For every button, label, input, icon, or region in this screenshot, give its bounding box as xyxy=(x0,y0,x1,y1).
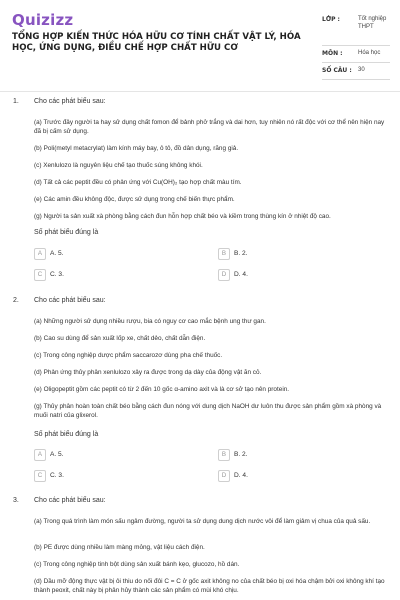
quizizz-logo: Quizizz xyxy=(12,11,74,29)
statement-b: (b) Cao su dùng để sản xuất lốp xe, chất dẻo, chất dẫn điện. xyxy=(34,335,206,342)
question-number: 1. xyxy=(13,98,19,105)
option-b[interactable] xyxy=(218,248,368,262)
option-text: D. 4. xyxy=(234,271,248,278)
statement-a: (a) Những người sử dụng nhiều rượu, bia có nguy cơ cao mắc bệnh ung thư gan. xyxy=(34,318,266,325)
statement-d: (d) Tất cả các peptit đều có phản ứng với Cu(OH)₂ tạo hợp chất màu tím. xyxy=(34,179,242,186)
option-text: A. 5. xyxy=(50,250,64,257)
option-letter-box: B xyxy=(218,248,230,260)
question-prompt: Cho các phát biểu sau: xyxy=(34,98,106,105)
worksheet-header xyxy=(0,0,400,90)
statement-c: (c) Trong công nghiệp tinh bột dùng sản xuất bánh kẹo, glucozo, hồ dán. xyxy=(34,561,240,568)
meta-count-label: SỐ CÂU : xyxy=(322,67,352,74)
option-letter-box: C xyxy=(34,269,46,281)
statement-d: (d) Dầu mỡ động thực vật bị ôi thiu do nối đôi C = C ở gốc axit không no của chất béo bị oxi hóa chậm bởi oxi không khí tạo thành peoxit, chất này bị phân hủy thành các sản phẩm có mùi khó chịu. xyxy=(34,578,385,595)
meta-class-row xyxy=(322,12,390,46)
option-a[interactable] xyxy=(34,449,184,463)
option-text: A. 5. xyxy=(50,451,64,458)
statement-e: (e) Các amin đều không độc, được sử dụng trong chế biến thực phẩm. xyxy=(34,196,235,203)
worksheet-meta xyxy=(322,12,390,80)
option-letter-box: B xyxy=(218,449,230,461)
option-d[interactable] xyxy=(218,269,368,283)
option-letter-box: A xyxy=(34,449,46,461)
header-divider xyxy=(0,91,400,92)
statement-b: (b) Poli(metyl metacrylat) làm kính máy bay, ô tô, đồ dân dụng, răng giả. xyxy=(34,145,239,152)
statement-g: (g) Người ta sản xuất xà phòng bằng cách đun hỗn hợp chất béo và kiềm trong thùng kín ở nhiệt độ cao. xyxy=(34,213,331,220)
question-ask: Số phát biểu đúng là xyxy=(34,229,99,236)
option-letter-box: A xyxy=(34,248,46,260)
option-text: B. 2. xyxy=(234,250,248,257)
meta-count-value: 30 xyxy=(358,67,365,73)
meta-class-label: LỚP : xyxy=(322,16,340,23)
option-letter-box: D xyxy=(218,470,230,482)
question-ask: Số phát biểu đúng là xyxy=(34,431,99,438)
meta-class-value: Tốt nghiệp THPT xyxy=(358,16,387,30)
statement-c: (c) Xenlulozo là nguyên liệu chế tạo thuốc súng không khói. xyxy=(34,162,203,169)
option-text: C. 3. xyxy=(50,271,64,278)
option-a[interactable] xyxy=(34,248,184,262)
meta-subject-label: MÔN : xyxy=(322,50,343,57)
worksheet-title: TỔNG HỢP KIẾN THỨC HÓA HỮU CƠ TÍNH CHẤT VẬT LÝ, HÓA HỌC, ỨNG DỤNG, ĐIỀU CHẾ HỢP CHẤT HỮU CƠ xyxy=(12,32,301,53)
statement-c: (c) Trong công nghiệp dược phẩm saccarozơ dùng pha chế thuốc. xyxy=(34,352,223,359)
statement-d: (d) Phản ứng thủy phân xenlulozo xảy ra được trong dạ dày của động vật ăn cỏ. xyxy=(34,369,262,376)
option-text: D. 4. xyxy=(234,472,248,479)
option-letter-box: C xyxy=(34,470,46,482)
question-number: 3. xyxy=(13,497,19,504)
question-prompt: Cho các phát biểu sau: xyxy=(34,497,106,504)
question-prompt: Cho các phát biểu sau: xyxy=(34,297,106,304)
statement-g: (g) Thủy phân hoàn toàn chất béo bằng cách đun nóng với dung dịch NaOH dư luôn thu được sản phẩm gồm xà phòng và muối natri của glixerol. xyxy=(34,403,382,420)
meta-count-row xyxy=(322,63,390,80)
option-c[interactable] xyxy=(34,470,184,484)
option-b[interactable] xyxy=(218,449,368,463)
meta-subject-value: Hóa học xyxy=(358,50,381,56)
option-text: C. 3. xyxy=(50,472,64,479)
option-d[interactable] xyxy=(218,470,368,484)
statement-a: (a) Trong quá trình làm món sấu ngâm đường, người ta sử dụng dung dịch nước vôi để làm giảm vị chua của quả sấu. xyxy=(34,518,371,525)
statement-b: (b) PE được dùng nhiều làm màng mỏng, vật liệu cách điện. xyxy=(34,544,205,551)
option-text: B. 2. xyxy=(234,451,248,458)
statement-e: (e) Oligopeptit gồm các peptit có từ 2 đến 10 gốc α-amino axit và là cơ sở tạo nên protein. xyxy=(34,386,290,393)
option-c[interactable] xyxy=(34,269,184,283)
question-number: 2. xyxy=(13,297,19,304)
option-letter-box: D xyxy=(218,269,230,281)
meta-subject-row xyxy=(322,46,390,63)
statement-a: (a) Trước đây người ta hay sử dụng chất fomon để bảnh phở trắng và dai hơn, tuy nhiên nó rất độc với cơ thể nên hiện nay đã bị cấm sử dụng. xyxy=(34,119,385,136)
